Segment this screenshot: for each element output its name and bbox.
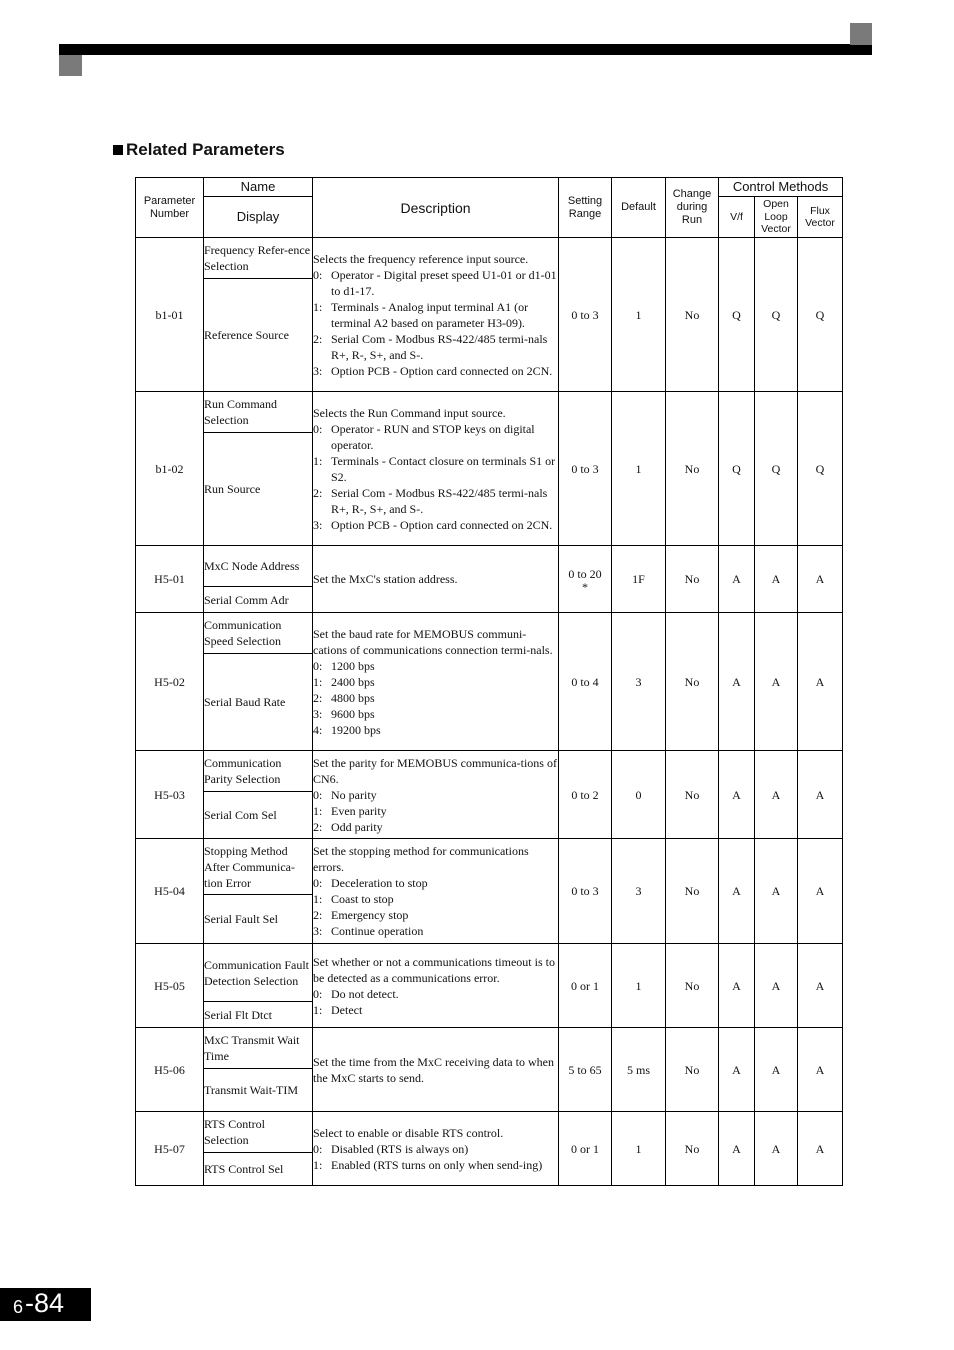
option-number: 0: [313,421,323,436]
header-marker-right [850,23,872,45]
option-text: Operator - Digital preset speed U1-01 or d1-01 to d1-17. [331,267,557,298]
option-number: 3: [313,363,323,378]
option-text: Operator - RUN and STOP keys on digital operator. [331,421,535,452]
description-text: Set whether or not a communications timeout is to be detected as a communications error. [313,954,555,985]
header-flux-vector: Flux Vector [798,197,843,238]
option-text: Do not detect. [331,986,399,1001]
parameter-number: b1-01 [136,238,204,392]
control-method-vf: Q [719,238,755,392]
option-number: 3: [313,517,323,532]
control-method-vf: A [719,944,755,1028]
page-chapter: 6 [13,1297,24,1317]
control-method-flux-vector: A [798,944,843,1028]
parameter-description [313,1112,559,1186]
parameter-description [313,238,559,392]
parameter-display: Serial Com Sel [204,792,313,839]
setting-range [559,1028,612,1112]
control-method-flux-vector: A [798,613,843,751]
option-number: 2: [313,331,323,346]
option-text: Option PCB - Option card connected on 2CN. [331,517,553,532]
table-row [136,546,843,587]
table-row [136,1028,843,1069]
setting-range [559,392,612,546]
control-method-flux-vector: A [798,751,843,839]
header-open-loop-vector: Open Loop Vector [755,197,798,238]
option-number: 1: [313,892,323,906]
control-method-flux-vector: A [798,546,843,613]
parameter-display: Serial Baud Rate [204,654,313,751]
header-control-methods: Control Methods [719,178,843,197]
description-text: Set the stopping method for communications errors. [313,844,529,874]
page-index: -84 [25,1288,65,1318]
control-method-vf: A [719,1112,755,1186]
parameter-rows [136,238,843,1186]
default-value: 3 [612,613,666,751]
option-text: Deceleration to stop [331,876,428,890]
description-option [313,722,558,738]
option-text: 9600 bps [331,706,375,721]
parameter-number: H5-04 [136,839,204,944]
option-number: 1: [313,803,323,818]
option-text: Detect [331,1002,363,1017]
change-during-run: No [666,1028,719,1112]
description-option [313,1157,558,1173]
change-during-run: No [666,238,719,392]
change-during-run: No [666,392,719,546]
option-number: 0: [313,1141,323,1156]
control-method-open-loop-vector: A [755,839,798,944]
parameter-number: H5-01 [136,546,204,613]
control-method-flux-vector: Q [798,392,843,546]
description-text: Set the MxC's station address. [313,572,458,586]
option-text: Terminals - Analog input terminal A1 (or terminal A2 based on parameter H3-09). [331,299,529,330]
parameter-number: H5-07 [136,1112,204,1186]
setting-range [559,1112,612,1186]
parameter-display: Run Source [204,433,313,546]
description-option [313,299,558,331]
description-option [313,986,558,1002]
parameter-display: Serial Comm Adr [204,587,313,613]
parameter-description [313,944,559,1028]
option-text: Emergency stop [331,908,409,922]
control-method-open-loop-vector: A [755,613,798,751]
control-method-vf: Q [719,392,755,546]
option-text: No parity [331,787,377,802]
parameter-display: RTS Control Sel [204,1153,313,1186]
option-number: 3: [313,706,323,721]
parameter-name: MxC Node Address [204,546,313,587]
range-value: 0 or 1 [571,978,599,993]
control-method-open-loop-vector: A [755,944,798,1028]
section-heading [113,140,285,160]
table-row [136,944,843,1002]
table-row [136,392,843,433]
setting-range [559,751,612,839]
change-during-run: No [666,751,719,839]
parameter-description [313,546,559,613]
description-option [313,803,558,819]
change-during-run: No [666,944,719,1028]
option-number: 0: [313,986,323,1001]
range-value: 0 to 3 [571,307,599,322]
parameter-number: H5-03 [136,751,204,839]
option-number: 2: [313,908,323,922]
parameter-number: H5-05 [136,944,204,1028]
parameter-name: Stopping Method After Communica-tion Error [204,839,313,895]
description-option [313,453,558,485]
range-note: * [582,580,588,594]
default-value: 1 [612,238,666,392]
description-option [313,891,558,907]
range-value: 0 to 3 [571,461,599,476]
option-number: 0: [313,876,323,890]
description-option [313,923,558,939]
change-during-run: No [666,546,719,613]
header-setting-range: Setting Range [559,178,612,238]
control-method-open-loop-vector: A [755,1028,798,1112]
control-method-open-loop-vector: A [755,546,798,613]
option-number: 1: [313,299,323,314]
option-text: Serial Com - Modbus RS-422/485 termi-nals R+, R-, S+, and S-. [331,485,548,516]
description-option [313,517,558,533]
table-row [136,238,843,279]
header-vf: V/f [719,197,755,238]
control-method-vf: A [719,839,755,944]
default-value: 5 ms [612,1028,666,1112]
option-text: 19200 bps [331,722,381,737]
control-method-flux-vector: A [798,1112,843,1186]
option-text: Serial Com - Modbus RS-422/485 termi-nals R+, R-, S+, and S-. [331,331,548,362]
description-text: Set the baud rate for MEMOBUS communi-cations of communications connection termi-nals. [313,626,553,657]
option-number: 0: [313,267,323,282]
parameter-description [313,751,559,839]
option-number: 0: [313,787,323,802]
parameter-description [313,392,559,546]
control-method-vf: A [719,1028,755,1112]
option-number: 1: [313,674,323,689]
setting-range [559,613,612,751]
range-value: 0 to 3 [571,884,599,898]
page-number [0,1288,91,1321]
description-option [313,363,558,379]
header-marker-left [59,55,82,76]
option-number: 1: [313,1157,323,1172]
parameter-description [313,613,559,751]
change-during-run: No [666,839,719,944]
description-text: Select to enable or disable RTS control. [313,1125,504,1140]
related-parameters-table [135,177,843,1186]
range-value: 0 or 1 [571,1141,599,1156]
setting-range [559,839,612,944]
table-row [136,613,843,654]
parameter-number: H5-02 [136,613,204,751]
description-option [313,331,558,363]
description-option [313,706,558,722]
default-value: 1 [612,392,666,546]
change-during-run: No [666,1112,719,1186]
description-text: Selects the Run Command input source. [313,405,506,420]
control-method-open-loop-vector: Q [755,238,798,392]
parameter-name: Communication Speed Selection [204,613,313,654]
control-method-vf: A [719,546,755,613]
option-number: 3: [313,924,323,938]
description-text: Set the time from the MxC receiving data to when the MxC starts to send. [313,1054,554,1085]
parameter-name: Run Command Selection [204,392,313,433]
option-text: Continue operation [331,924,424,938]
range-value: 0 to 20 [568,567,602,581]
control-method-open-loop-vector: Q [755,392,798,546]
control-method-vf: A [719,751,755,839]
change-during-run: No [666,613,719,751]
description-option [313,787,558,803]
description-option [313,690,558,706]
header-name: Name [204,178,313,197]
option-number: 2: [313,485,323,500]
description-option [313,674,558,690]
range-value: 5 to 65 [568,1062,602,1077]
control-method-flux-vector: A [798,1028,843,1112]
default-value: 1 [612,944,666,1028]
table-row [136,751,843,792]
parameter-name: MxC Transmit Wait Time [204,1028,313,1069]
option-text: 4800 bps [331,690,375,705]
parameter-display: Transmit Wait-TIM [204,1069,313,1112]
option-text: Even parity [331,803,387,818]
option-text: Coast to stop [331,892,394,906]
option-number: 4: [313,722,323,737]
option-number: 0: [313,658,323,673]
option-number: 1: [313,453,323,468]
parameter-number: b1-02 [136,392,204,546]
range-value: 0 to 2 [571,787,599,802]
parameter-name: Communication Parity Selection [204,751,313,792]
description-option [313,819,558,835]
option-text: Disabled (RTS is always on) [331,1141,469,1156]
table-row [136,839,843,895]
table-row [136,1112,843,1153]
square-bullet-icon [113,145,123,155]
description-text: Set the parity for MEMOBUS communica-tions of CN6. [313,755,557,786]
parameter-description [313,839,559,944]
section-title: Related Parameters [126,140,285,159]
option-text: 2400 bps [331,674,375,689]
description-option [313,267,558,299]
default-value: 0 [612,751,666,839]
description-option [313,1002,558,1018]
description-option [313,875,558,891]
header-parameter-number: Parameter Number [136,178,204,238]
option-number: 2: [313,690,323,705]
range-value: 0 to 4 [571,674,599,689]
option-number: 2: [313,819,323,834]
option-text: Terminals - Contact closure on terminals S1 or S2. [331,453,556,484]
header-change-during-run: Change during Run [666,178,719,238]
control-method-vf: A [719,613,755,751]
description-option [313,1141,558,1157]
description-option [313,658,558,674]
parameter-display: Serial Flt Dtct [204,1002,313,1028]
parameter-name: RTS Control Selection [204,1112,313,1153]
setting-range [559,546,612,613]
description-option [313,907,558,923]
description-option [313,485,558,517]
default-value: 1 [612,1112,666,1186]
parameter-display: Serial Fault Sel [204,895,313,944]
header-display: Display [204,197,313,238]
option-text: 1200 bps [331,658,375,673]
header-default: Default [612,178,666,238]
parameter-name: Frequency Refer-ence Selection [204,238,313,279]
default-value: 1F [612,546,666,613]
header-bar [59,44,872,55]
option-number: 1: [313,1002,323,1017]
default-value: 3 [612,839,666,944]
parameter-display: Reference Source [204,279,313,392]
setting-range [559,238,612,392]
option-text: Option PCB - Option card connected on 2CN. [331,363,553,378]
description-text: Selects the frequency reference input source. [313,251,529,266]
parameter-number: H5-06 [136,1028,204,1112]
control-method-flux-vector: Q [798,238,843,392]
control-method-open-loop-vector: A [755,1112,798,1186]
control-method-flux-vector: A [798,839,843,944]
control-method-open-loop-vector: A [755,751,798,839]
setting-range [559,944,612,1028]
parameter-description [313,1028,559,1112]
header-description: Description [313,178,559,238]
parameter-name: Communication Fault Detection Selection [204,944,313,1002]
description-option [313,421,558,453]
option-text: Enabled (RTS turns on only when send-ing) [331,1157,543,1172]
option-text: Odd parity [331,819,383,834]
